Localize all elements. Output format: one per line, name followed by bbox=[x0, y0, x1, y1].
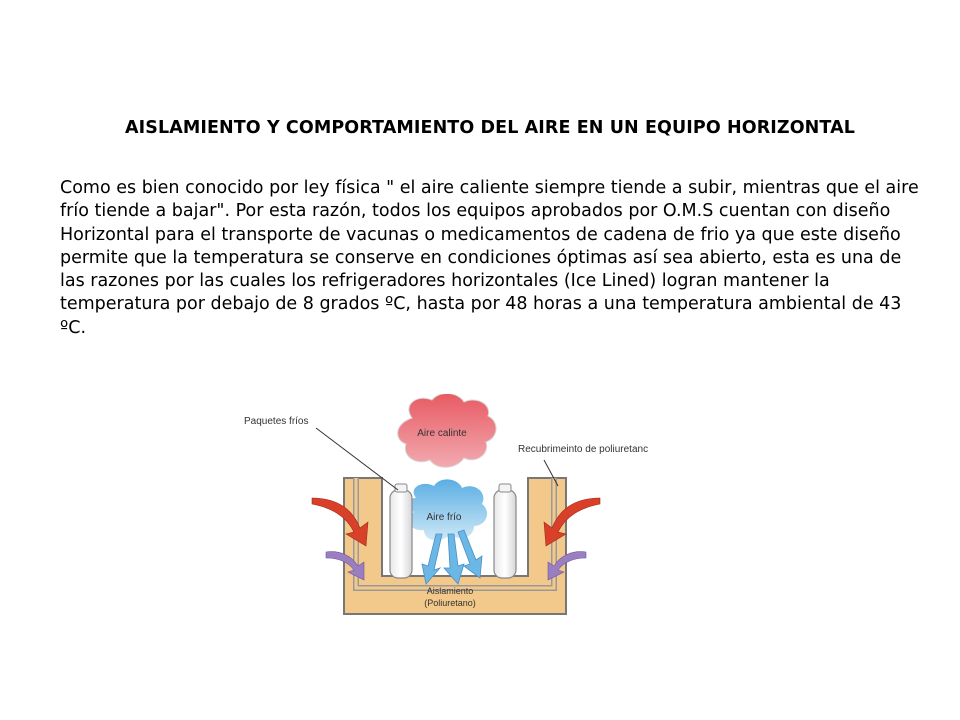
coating-label: Recubrimeinto de poliuretanc bbox=[518, 444, 649, 455]
insulation-label: Aislamiento bbox=[426, 586, 474, 596]
cold-packs-label: Paquetes fríos bbox=[244, 416, 309, 427]
slide-title: AISLAMIENTO Y COMPORTAMIENTO DEL AIRE EN UN EQUIPO HORIZONTAL bbox=[124, 118, 856, 138]
cold-air-cloud bbox=[407, 479, 487, 540]
cold-pack-right bbox=[494, 484, 516, 578]
cold-air-label: Aire frío bbox=[426, 512, 462, 523]
slide-body-text: Como es bien conocido por ley física " el aire caliente siempre tiende a subir, mientras que el aire frío tiende a bajar". Por esta razón, todos los equipos aprobados por O.M.S cuentan con diseño Horizontal para el transporte de vacunas o medicamentos de cadena de frio ya que este diseño permite que la temperatura se conserve en condiciones óptimas así sea abierto, esta es una de las razones por las cuales los refrigeradores horizontales (Ice Lined) logran mantener la temperatura por debajo de 8 grados ºC, hasta por 48 horas a una temperatura ambiental de 43 ºC. bbox=[60, 178, 919, 338]
insulation-sublabel: (Poliuretano) bbox=[424, 598, 476, 608]
horizontal-cooler-diagram bbox=[236, 394, 726, 624]
cold-pack-left bbox=[390, 484, 412, 578]
warm-air-label: Aire calinte bbox=[417, 428, 467, 439]
